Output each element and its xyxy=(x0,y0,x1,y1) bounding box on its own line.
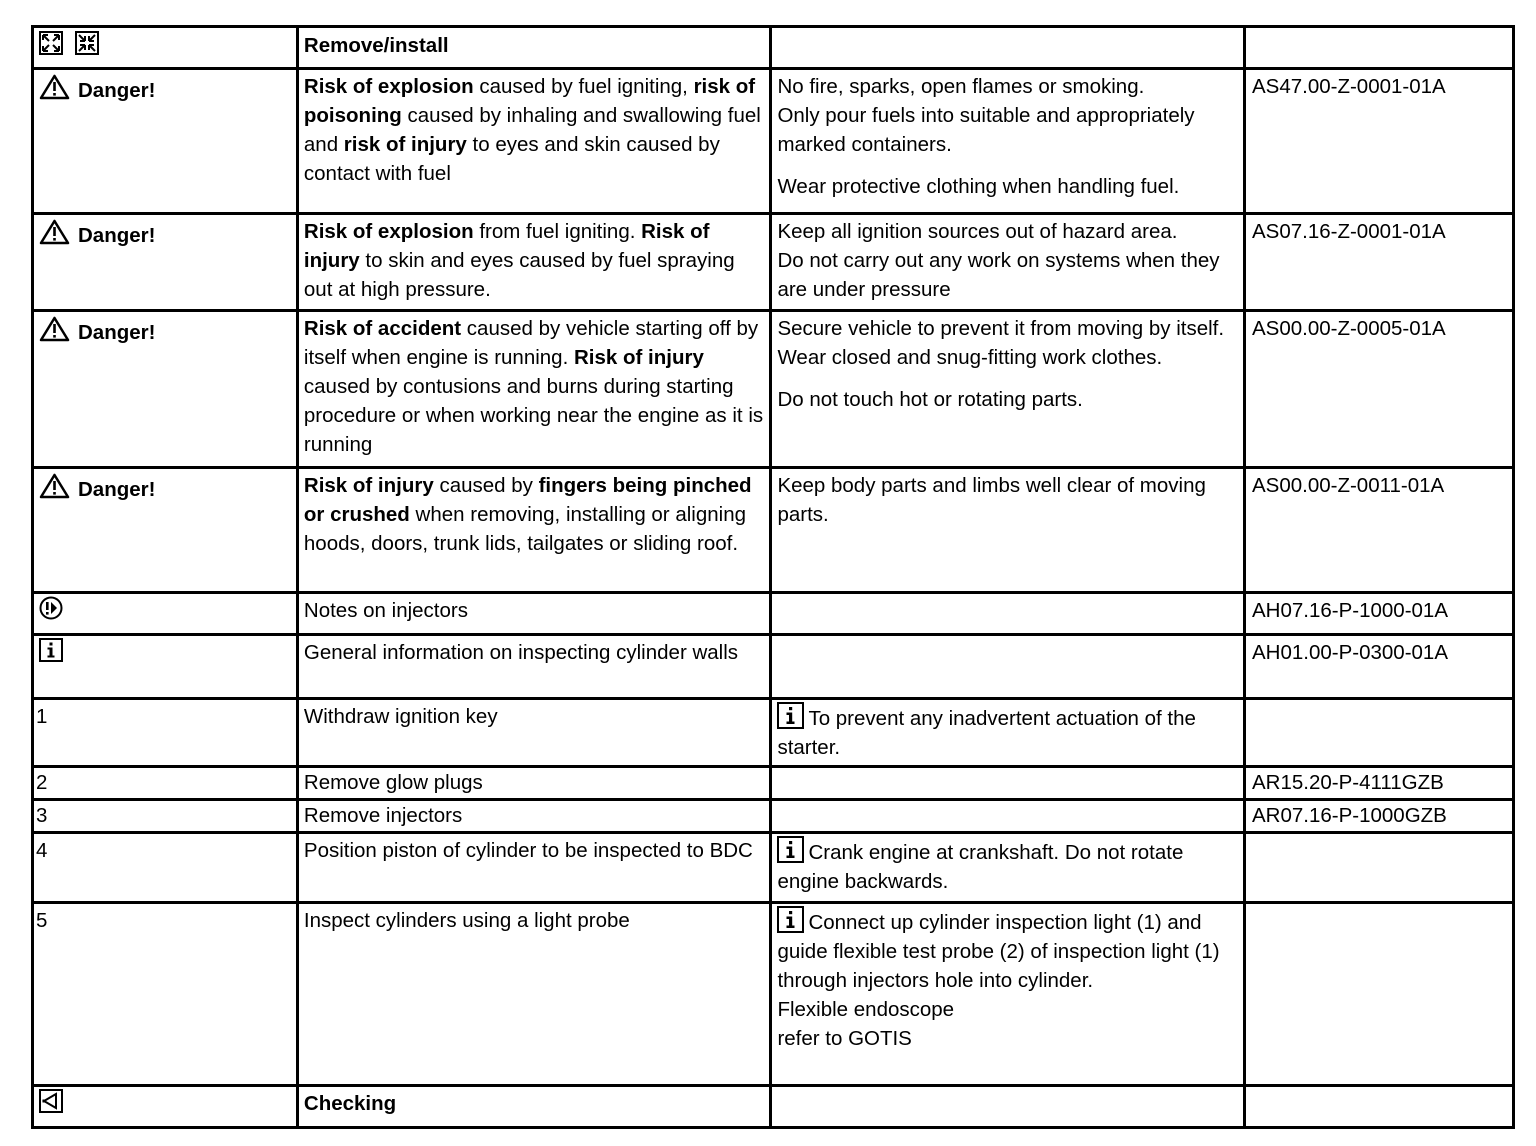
step-row xyxy=(33,903,1514,1086)
risk-text: Risk of explosion from fuel igniting. Risk of injury to skin and eyes caused by fuel spraying out at high pressure. xyxy=(303,220,735,301)
warning-triangle-icon xyxy=(39,219,70,245)
reference-link[interactable]: AS07.16-Z-0001-01A xyxy=(1244,214,1513,311)
danger-measures-cell xyxy=(771,468,1245,593)
step-number: 5 xyxy=(33,903,298,1086)
expand-icon xyxy=(39,31,63,55)
checking-row xyxy=(33,1086,1514,1128)
step-note-cell xyxy=(771,767,1245,800)
checking-icon-cell xyxy=(33,1086,298,1128)
danger-label-cell xyxy=(33,69,298,214)
step-note-cell xyxy=(771,800,1245,833)
step-action: Withdraw ignition key xyxy=(297,699,771,767)
info-row xyxy=(33,635,1514,699)
reference-link[interactable]: AR15.20-P-4111GZB xyxy=(1244,767,1513,800)
danger-label: Danger! xyxy=(78,478,156,501)
warning-triangle-icon xyxy=(39,74,70,100)
danger-row xyxy=(33,468,1514,593)
step-action: Remove injectors xyxy=(297,800,771,833)
reference-link[interactable] xyxy=(1244,833,1513,903)
danger-risk-cell xyxy=(297,468,771,593)
step-note: Crank engine at crankshaft. Do not rotate engine backwards. xyxy=(777,841,1184,893)
reference-link[interactable]: AS00.00-Z-0005-01A xyxy=(1244,311,1513,468)
danger-label-cell xyxy=(33,468,298,593)
measure-text: Wear closed and snug-fitting work clothes. xyxy=(777,346,1163,369)
danger-risk-cell xyxy=(297,69,771,214)
procedure-table xyxy=(31,25,1515,1129)
step-note-cell xyxy=(771,699,1245,767)
step-note-extra: refer to GOTIS xyxy=(777,1027,912,1050)
step-number: 2 xyxy=(33,767,298,800)
danger-label: Danger! xyxy=(78,224,156,247)
info-icon-cell xyxy=(33,635,298,699)
danger-label: Danger! xyxy=(78,321,156,344)
section-title: Remove/install xyxy=(297,27,771,69)
checking-icon xyxy=(39,1089,63,1113)
reference-link[interactable]: AS47.00-Z-0001-01A xyxy=(1244,69,1513,214)
reference-link[interactable]: AH07.16-P-1000-01A xyxy=(1244,593,1513,635)
info-notes-cell xyxy=(771,635,1245,699)
step-number: 4 xyxy=(33,833,298,903)
step-action: Position piston of cylinder to be inspected to BDC xyxy=(297,833,771,903)
measure-text: Only pour fuels into suitable and appropriately marked containers. xyxy=(777,104,1195,156)
collapse-icon xyxy=(75,31,99,55)
risk-text: Risk of explosion caused by fuel igniting, risk of poisoning caused by inhaling and swallowing fuel and risk of injury to eyes and skin caused by contact with fuel xyxy=(303,75,761,185)
reference-link[interactable]: AS00.00-Z-0011-01A xyxy=(1244,468,1513,593)
info-notes-cell xyxy=(771,593,1245,635)
danger-risk-cell xyxy=(297,311,771,468)
danger-measures-cell xyxy=(771,69,1245,214)
danger-measures-cell xyxy=(771,214,1245,311)
measure-text: Do not carry out any work on systems when they are under pressure xyxy=(777,249,1220,301)
info-icon xyxy=(777,702,804,729)
danger-label: Danger! xyxy=(78,79,156,102)
danger-row xyxy=(33,214,1514,311)
header-icons-cell xyxy=(33,27,298,69)
step-action: Remove glow plugs xyxy=(297,767,771,800)
measure-text: No fire, sparks, open flames or smoking. xyxy=(777,75,1145,98)
reference-link[interactable] xyxy=(1244,699,1513,767)
reference-link[interactable]: AR07.16-P-1000GZB xyxy=(1244,800,1513,833)
info-icon-cell xyxy=(33,593,298,635)
step-row xyxy=(33,800,1514,833)
step-note: Connect up cylinder inspection light (1) and guide flexible test probe (2) of inspection light (1) through injectors hole into cylinder. xyxy=(777,911,1220,992)
info-icon xyxy=(777,836,804,863)
step-note-extra: Flexible endoscope xyxy=(777,998,955,1021)
measure-text: Keep all ignition sources out of hazard area. xyxy=(777,220,1178,243)
step-row xyxy=(33,833,1514,903)
danger-label-cell xyxy=(33,311,298,468)
checking-title: Checking xyxy=(297,1086,771,1128)
step-row xyxy=(33,767,1514,800)
measure-text: Do not touch hot or rotating parts. xyxy=(777,388,1083,411)
notes-icon xyxy=(39,596,63,620)
step-note-cell xyxy=(771,833,1245,903)
danger-row xyxy=(33,311,1514,468)
danger-label-cell xyxy=(33,214,298,311)
risk-text: Risk of injury caused by fingers being pinched or crushed when removing, installing or aligning hoods, doors, trunk lids, tailgates or sliding roof. xyxy=(303,474,752,555)
reference-link[interactable]: AH01.00-P-0300-01A xyxy=(1244,635,1513,699)
info-row xyxy=(33,593,1514,635)
measure-text: Secure vehicle to prevent it from moving by itself. xyxy=(777,317,1225,340)
header-row xyxy=(33,27,1514,69)
step-number: 1 xyxy=(33,699,298,767)
info-text: Notes on injectors xyxy=(297,593,771,635)
header-ref-cell xyxy=(1244,27,1513,69)
warning-triangle-icon xyxy=(39,473,70,499)
step-action: Inspect cylinders using a light probe xyxy=(297,903,771,1086)
checking-ref-cell xyxy=(1244,1086,1513,1128)
info-text: General information on inspecting cylinder walls xyxy=(297,635,771,699)
step-number: 3 xyxy=(33,800,298,833)
danger-risk-cell xyxy=(297,214,771,311)
step-note: To prevent any inadvertent actuation of the starter. xyxy=(777,707,1196,759)
measure-text: Keep body parts and limbs well clear of moving parts. xyxy=(777,474,1206,526)
risk-text: Risk of accident caused by vehicle starting off by itself when engine is running. Risk of injury caused by contusions and burns during starting procedure or when working near the engine as it is running xyxy=(303,317,764,456)
step-row xyxy=(33,699,1514,767)
danger-measures-cell xyxy=(771,311,1245,468)
info-icon xyxy=(39,638,63,662)
info-icon xyxy=(777,906,804,933)
measure-text: Wear protective clothing when handling fuel. xyxy=(777,175,1180,198)
step-note-cell xyxy=(771,903,1245,1086)
reference-link[interactable] xyxy=(1244,903,1513,1086)
warning-triangle-icon xyxy=(39,316,70,342)
danger-row xyxy=(33,69,1514,214)
header-notes-cell xyxy=(771,27,1245,69)
checking-notes-cell xyxy=(771,1086,1245,1128)
